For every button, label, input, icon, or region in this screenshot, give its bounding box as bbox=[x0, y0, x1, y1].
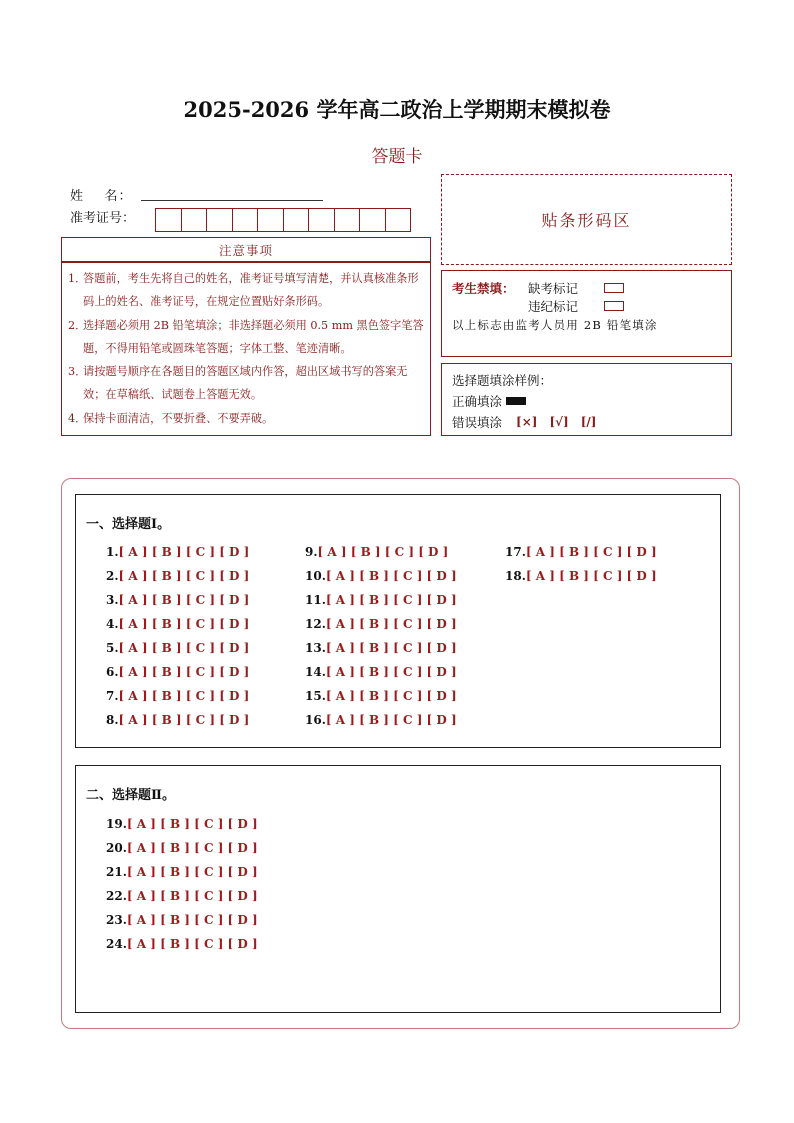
id-digit-box[interactable] bbox=[334, 208, 361, 232]
section-2 bbox=[75, 765, 721, 1013]
question-row bbox=[106, 641, 249, 655]
question-number: 23. bbox=[106, 913, 127, 927]
question-row bbox=[106, 545, 249, 559]
violation-mark-box[interactable] bbox=[604, 301, 624, 311]
question-row bbox=[505, 569, 657, 583]
answer-options[interactable]: [ A ] [ B ] [ C ] [ D ] bbox=[325, 689, 457, 703]
answer-options[interactable]: [ A ] [ B ] [ C ] [ D ] bbox=[126, 865, 258, 879]
question-row bbox=[305, 641, 457, 655]
wrong-mark-cross: [×] bbox=[516, 415, 538, 429]
question-number: 6. bbox=[106, 665, 119, 679]
exam-id-boxes[interactable] bbox=[155, 208, 410, 232]
question-row bbox=[305, 713, 457, 727]
question-row bbox=[505, 545, 657, 559]
question-number: 1. bbox=[106, 545, 119, 559]
question-number: 14. bbox=[305, 665, 326, 679]
section-2-title: 二、选择题Ⅱ。 bbox=[86, 788, 175, 803]
answer-options[interactable]: [ A ] [ B ] [ C ] [ D ] bbox=[126, 817, 258, 831]
question-row bbox=[106, 593, 249, 607]
question-number: 16. bbox=[305, 713, 326, 727]
answer-options[interactable]: [ A ] [ B ] [ C ] [ D ] bbox=[525, 569, 657, 583]
question-row bbox=[106, 713, 249, 727]
notice-text: 选择题必须用 2B 铅笔填涂；非选择题必须用 0.5 mm 黑色签字笔答题，不得用铅笔或圆珠笔答题；字体工整、笔迹清晰。 bbox=[83, 318, 424, 355]
id-digit-box[interactable] bbox=[283, 208, 310, 232]
answer-options[interactable]: [ A ] [ B ] [ C ] [ D ] bbox=[525, 545, 657, 559]
absent-mark-row bbox=[528, 279, 624, 297]
wrong-mark-check: [√] bbox=[549, 415, 569, 429]
id-digit-box[interactable] bbox=[232, 208, 259, 232]
question-number: 22. bbox=[106, 889, 127, 903]
question-number: 9. bbox=[305, 545, 318, 559]
notice-item bbox=[68, 314, 424, 361]
id-digit-box[interactable] bbox=[359, 208, 386, 232]
question-row bbox=[305, 569, 457, 583]
barcode-label: 贴条形码区 bbox=[541, 211, 632, 230]
question-number: 11. bbox=[305, 593, 326, 607]
section-1-title: 一、选择题Ⅰ。 bbox=[86, 517, 171, 532]
name-label: 姓 名： bbox=[70, 189, 133, 204]
question-number: 7. bbox=[106, 689, 119, 703]
question-row bbox=[106, 569, 249, 583]
sample-title: 选择题填涂样例： bbox=[452, 373, 553, 388]
answer-options[interactable]: [ A ] [ B ] [ C ] [ D ] bbox=[118, 545, 250, 559]
name-field[interactable] bbox=[141, 200, 323, 201]
wrong-mark-slash: [/] bbox=[580, 415, 597, 429]
answer-options[interactable]: [ A ] [ B ] [ C ] [ D ] bbox=[325, 569, 457, 583]
id-digit-box[interactable] bbox=[257, 208, 284, 232]
question-row bbox=[106, 937, 258, 951]
question-row bbox=[106, 889, 258, 903]
question-number: 3. bbox=[106, 593, 119, 607]
question-number: 17. bbox=[505, 545, 526, 559]
question-number: 8. bbox=[106, 713, 119, 727]
answer-options[interactable]: [ A ] [ B ] [ C ] [ D ] bbox=[118, 713, 250, 727]
notice-item bbox=[68, 407, 424, 430]
notice-body bbox=[61, 262, 431, 436]
notice-heading: 注意事项 bbox=[61, 237, 431, 262]
id-digit-box[interactable] bbox=[206, 208, 233, 232]
notice-number: 1． bbox=[68, 272, 87, 285]
notice-number: 2． bbox=[68, 318, 87, 332]
question-number: 20. bbox=[106, 841, 127, 855]
id-digit-box[interactable] bbox=[155, 208, 182, 232]
forbid-note: 以上标志由监考人员用 2B 铅笔填涂 bbox=[452, 318, 658, 332]
question-number: 19. bbox=[106, 817, 127, 831]
question-row bbox=[305, 545, 448, 559]
question-row bbox=[305, 593, 457, 607]
question-row bbox=[106, 665, 249, 679]
question-number: 15. bbox=[305, 689, 326, 703]
answer-options[interactable]: [ A ] [ B ] [ C ] [ D ] bbox=[325, 641, 457, 655]
answer-options[interactable]: [ A ] [ B ] [ C ] [ D ] bbox=[118, 665, 250, 679]
notice-text: 保持卡面清洁，不要折叠、不要弄破。 bbox=[83, 411, 274, 425]
id-digit-box[interactable] bbox=[385, 208, 412, 232]
question-row bbox=[305, 689, 457, 703]
answer-options[interactable]: [ A ] [ B ] [ C ] [ D ] bbox=[126, 913, 258, 927]
fill-sample-box bbox=[441, 363, 732, 436]
notice-number: 4． bbox=[68, 411, 87, 425]
question-number: 4. bbox=[106, 617, 119, 631]
question-row bbox=[106, 617, 249, 631]
forbid-box bbox=[441, 270, 732, 357]
correct-sample bbox=[452, 392, 526, 410]
question-number: 2. bbox=[106, 569, 119, 583]
answer-options[interactable]: [ A ] [ B ] [ C ] [ D ] bbox=[325, 665, 457, 679]
notice-text: 请按题号顺序在各题目的答题区域内作答，超出区域书写的答案无效；在草稿纸、试题卷上答题无效。 bbox=[83, 365, 408, 402]
exam-id-label: 准考证号： bbox=[70, 211, 136, 226]
wrong-label: 错误填涂 bbox=[452, 415, 503, 430]
violation-mark-row bbox=[528, 297, 624, 315]
wrong-sample bbox=[452, 413, 596, 431]
barcode-area bbox=[441, 174, 732, 265]
question-number: 10. bbox=[305, 569, 326, 583]
question-number: 12. bbox=[305, 617, 326, 631]
filled-mark bbox=[506, 397, 526, 405]
question-row bbox=[106, 817, 258, 831]
question-row bbox=[106, 865, 258, 879]
answer-options[interactable]: [ A ] [ B ] [ C ] [ D ] bbox=[118, 641, 250, 655]
notice-number: 3． bbox=[68, 365, 87, 379]
question-row bbox=[106, 913, 258, 927]
answer-sheet-subtitle: 答题卡 bbox=[371, 147, 423, 167]
question-row bbox=[305, 665, 457, 679]
question-number: 13. bbox=[305, 641, 326, 655]
notice-item bbox=[68, 360, 424, 407]
forbid-label: 考生禁填： bbox=[452, 281, 515, 296]
page-title: 2025-2026 学年高二政治上学期期末模拟卷 bbox=[183, 97, 611, 122]
answer-options[interactable]: [ A ] [ B ] [ C ] [ D ] bbox=[325, 713, 457, 727]
answer-options[interactable]: [ A ] [ B ] [ C ] [ D ] bbox=[118, 689, 250, 703]
absent-label: 缺考标记 bbox=[528, 281, 579, 296]
question-number: 5. bbox=[106, 641, 119, 655]
question-number: 18. bbox=[505, 569, 526, 583]
answer-options[interactable]: [ A ] [ B ] [ C ] [ D ] bbox=[325, 617, 457, 631]
answer-options[interactable]: [ A ] [ B ] [ C ] [ D ] bbox=[325, 593, 457, 607]
section-1 bbox=[75, 494, 721, 748]
question-row bbox=[106, 689, 249, 703]
question-number: 24. bbox=[106, 937, 127, 951]
notice-text: 答题前，考生先将自己的姓名，准考证号填写清楚，并认真核准条形码上的姓名、准考证号，在规定位置贴好条形码。 bbox=[83, 272, 419, 309]
answer-options[interactable]: [ A ] [ B ] [ C ] [ D ] bbox=[317, 545, 449, 559]
answer-options[interactable]: [ A ] [ B ] [ C ] [ D ] bbox=[118, 569, 250, 583]
notice-item bbox=[68, 267, 424, 314]
id-digit-box[interactable] bbox=[308, 208, 335, 232]
answer-options[interactable]: [ A ] [ B ] [ C ] [ D ] bbox=[126, 937, 258, 951]
correct-label: 正确填涂 bbox=[452, 394, 503, 409]
violation-label: 违纪标记 bbox=[528, 299, 579, 314]
question-row bbox=[106, 841, 258, 855]
answer-options[interactable]: [ A ] [ B ] [ C ] [ D ] bbox=[126, 889, 258, 903]
question-row bbox=[305, 617, 457, 631]
absent-mark-box[interactable] bbox=[604, 283, 624, 293]
answer-options[interactable]: [ A ] [ B ] [ C ] [ D ] bbox=[118, 593, 250, 607]
question-number: 21. bbox=[106, 865, 127, 879]
id-digit-box[interactable] bbox=[181, 208, 208, 232]
answer-options[interactable]: [ A ] [ B ] [ C ] [ D ] bbox=[118, 617, 250, 631]
answer-options[interactable]: [ A ] [ B ] [ C ] [ D ] bbox=[126, 841, 258, 855]
